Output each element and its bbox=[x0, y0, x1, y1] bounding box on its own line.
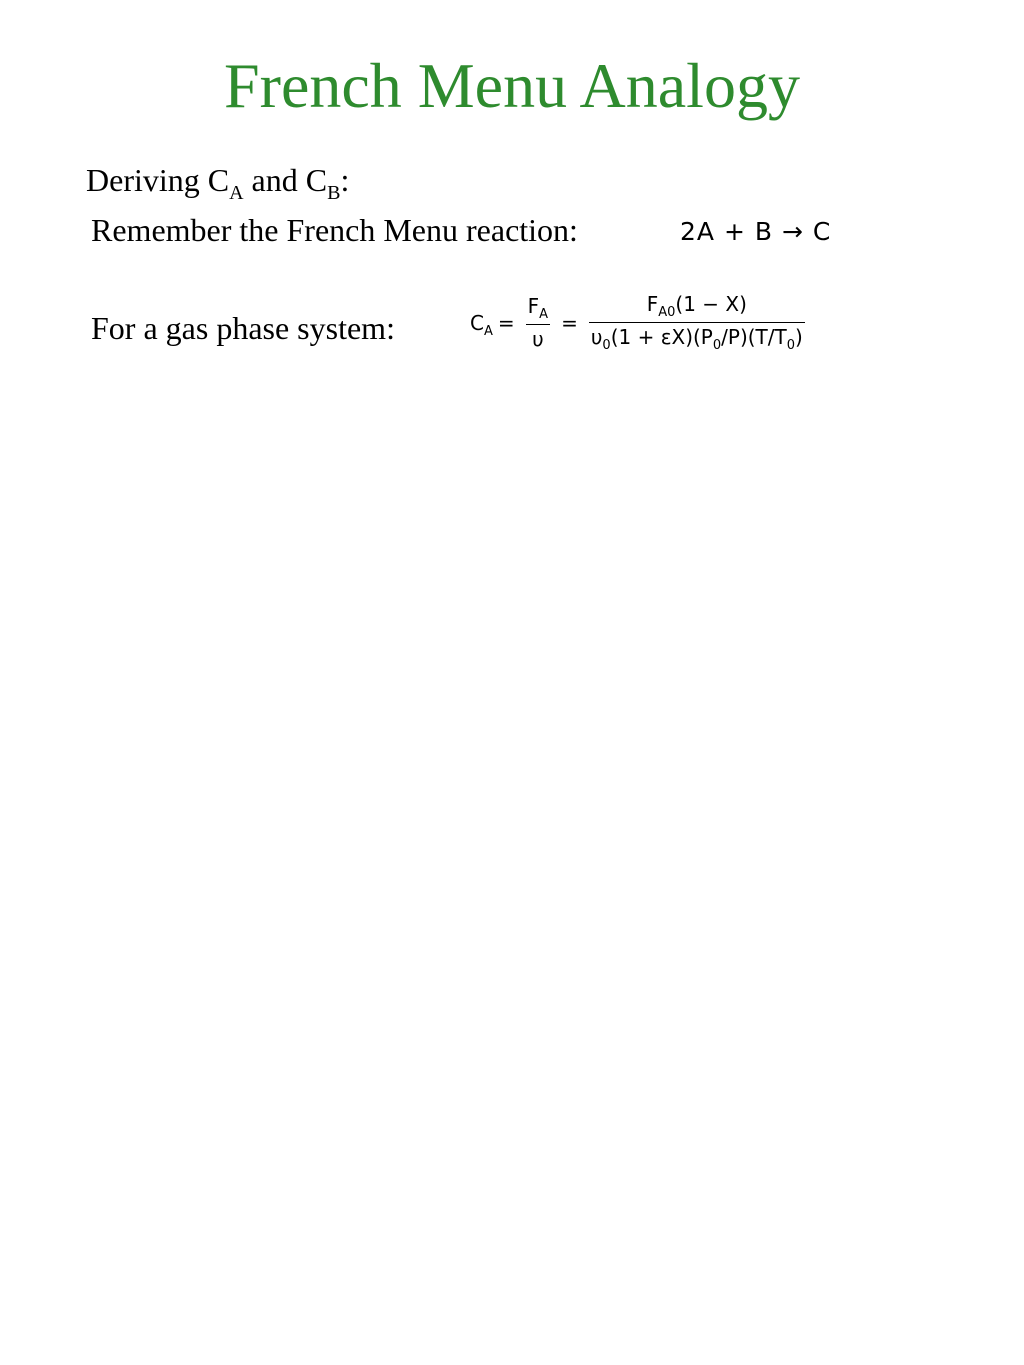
concentration-formula bbox=[470, 290, 811, 355]
slide-title: French Menu Analogy bbox=[224, 50, 800, 121]
deriving-heading: Deriving $C_A$ and $C_B$: bbox=[86, 162, 350, 204]
equals-sign: = bbox=[497, 310, 515, 335]
formula-lhs: $C_A$ bbox=[470, 310, 493, 339]
expanded-fraction: $\frac{F_{A0}(1 - X)}{\upsilon_0(1 + \varepsilon X)(P_0/P)(T/T_0)}$ bbox=[590, 292, 803, 353]
reaction-label: Remember the French Menu reaction: bbox=[91, 212, 578, 248]
gas-phase-label: For a gas phase system: bbox=[91, 310, 395, 346]
equals-sign-2: = bbox=[561, 310, 578, 335]
reaction-equation: 2A + B → C bbox=[680, 217, 832, 246]
flow-over-volume-fraction: $\frac{F_A}{\upsilon}$ bbox=[527, 294, 549, 351]
